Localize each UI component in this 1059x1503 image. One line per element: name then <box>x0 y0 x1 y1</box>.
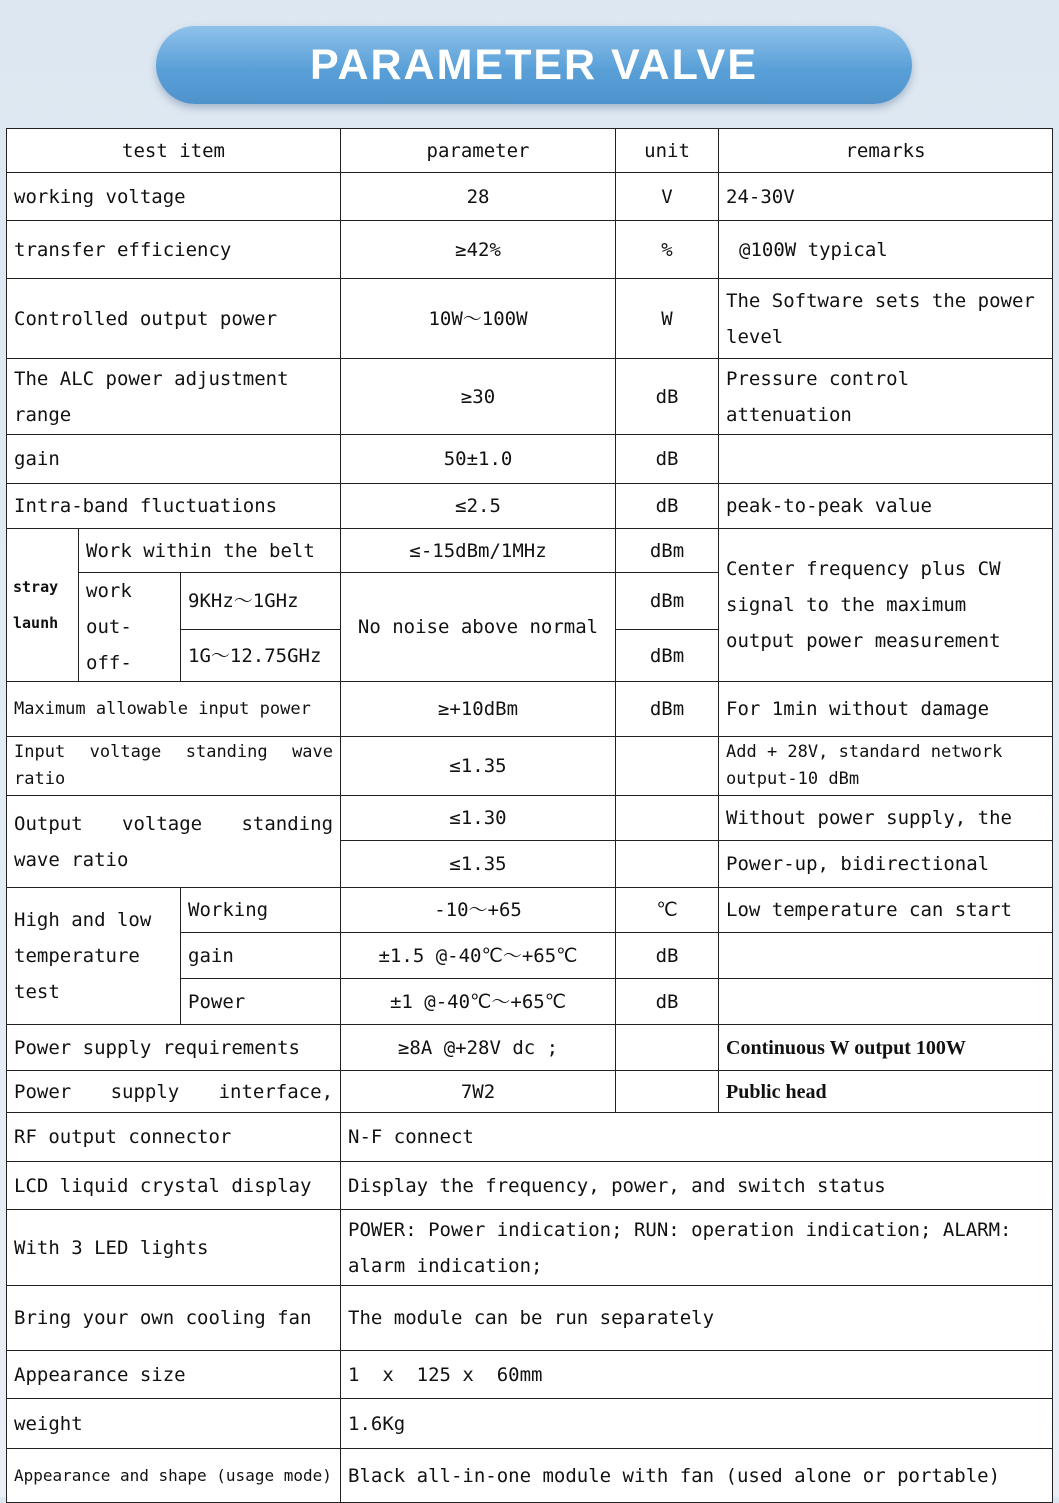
table-row <box>7 1399 1053 1449</box>
remarks-cell: Add + 28V, standard network output-10 dBm <box>719 737 1053 796</box>
remarks-cell: @100W typical <box>719 221 1053 279</box>
item-cell: gain <box>7 435 341 484</box>
param-cell: ≤2.5 <box>341 484 616 529</box>
temp-gain-remarks <box>719 933 1053 979</box>
param-cell: 7W2 <box>341 1071 616 1113</box>
temp-gain-unit: dB <box>616 933 719 979</box>
item-cell: The ALC power adjustment range <box>7 359 341 435</box>
title-banner <box>156 26 912 104</box>
temp-item: High and low temperature test <box>7 888 181 1025</box>
table-row <box>7 737 1053 796</box>
param-cell: ≤1.35 <box>341 737 616 796</box>
item-cell: With 3 LED lights <box>7 1210 341 1286</box>
param-cell: ≥30 <box>341 359 616 435</box>
header-unit: unit <box>616 129 719 173</box>
table-row <box>7 1286 1053 1351</box>
header-row <box>7 129 1053 173</box>
parameter-table <box>6 128 1053 1503</box>
table-row <box>7 1351 1053 1399</box>
unit-cell: dB <box>616 359 719 435</box>
temp-gain-param: ±1.5 @-40℃～+65℃ <box>341 933 616 979</box>
stray-band1-unit: dBm <box>616 573 719 630</box>
param-cell: 50±1.0 <box>341 435 616 484</box>
temp-working-remarks: Low temperature can start <box>719 888 1053 933</box>
remarks-cell: Public head <box>719 1071 1053 1113</box>
table-row <box>7 1113 1053 1162</box>
item-cell: Intra-band fluctuations <box>7 484 341 529</box>
header-test-item: test item <box>7 129 341 173</box>
table-row <box>7 1071 1053 1113</box>
item-cell: Controlled output power <box>7 279 341 359</box>
item-cell: Bring your own cooling fan <box>7 1286 341 1351</box>
table-row <box>7 484 1053 529</box>
param-cell: ≥+10dBm <box>341 682 616 737</box>
unit-cell: W <box>616 279 719 359</box>
temp-power-label: Power <box>181 979 341 1025</box>
temp-power-param: ±1 @-40℃～+65℃ <box>341 979 616 1025</box>
stray-outoff-param: No noise above normal <box>341 573 616 682</box>
remarks-cell <box>719 435 1053 484</box>
value-cell: 1.6Kg <box>341 1399 1053 1449</box>
header-parameter: parameter <box>341 129 616 173</box>
temp-power-unit: dB <box>616 979 719 1025</box>
param-cell: ≤1.35 <box>341 841 616 888</box>
item-cell: Output voltage standing wave ratio <box>7 796 341 888</box>
unit-cell <box>616 796 719 841</box>
unit-cell <box>616 1071 719 1113</box>
table-row <box>7 1162 1053 1210</box>
param-cell: ≥42% <box>341 221 616 279</box>
remarks-cell: peak-to-peak value <box>719 484 1053 529</box>
item-cell: weight <box>7 1399 341 1449</box>
remarks-cell: Pressure control attenuation <box>719 359 1053 435</box>
param-cell: ≥8A @+28V dc ; <box>341 1025 616 1071</box>
temp-power-remarks <box>719 979 1053 1025</box>
param-cell: ≤1.30 <box>341 796 616 841</box>
temp-working-label: Working <box>181 888 341 933</box>
table-row <box>7 359 1053 435</box>
stray-remarks: Center frequency plus CW signal to the maximum output power measurement <box>719 529 1053 682</box>
stray-within-label: Work within the belt <box>79 529 341 573</box>
table-row <box>7 1449 1053 1503</box>
stray-band1: 9KHz～1GHz <box>181 573 341 630</box>
item-cell: RF output connector <box>7 1113 341 1162</box>
unit-cell: dB <box>616 435 719 484</box>
table-row <box>7 279 1053 359</box>
table-row <box>7 221 1053 279</box>
unit-cell: V <box>616 173 719 221</box>
stray-within-param: ≤-15dBm/1MHz <box>341 529 616 573</box>
item-cell: working voltage <box>7 173 341 221</box>
temp-working-unit: ℃ <box>616 888 719 933</box>
param-cell: 10W～100W <box>341 279 616 359</box>
remarks-cell: 24-30V <box>719 173 1053 221</box>
value-cell: Display the frequency, power, and switch status <box>341 1162 1053 1210</box>
value-cell: Black all-in-one module with fan (used alone or portable) <box>341 1449 1053 1503</box>
unit-cell <box>616 737 719 796</box>
table-row <box>7 682 1053 737</box>
param-cell: 28 <box>341 173 616 221</box>
unit-cell: dBm <box>616 682 719 737</box>
temp-working-param: -10～+65 <box>341 888 616 933</box>
remarks-cell: Without power supply, the <box>719 796 1053 841</box>
remarks-cell: Power-up, bidirectional <box>719 841 1053 888</box>
temp-gain-label: gain <box>181 933 341 979</box>
item-cell: transfer efficiency <box>7 221 341 279</box>
table-row <box>7 173 1053 221</box>
table-row <box>7 435 1053 484</box>
unit-cell <box>616 841 719 888</box>
banner-title: PARAMETER VALVE <box>309 40 759 89</box>
remarks-cell: Continuous W output 100W <box>719 1025 1053 1071</box>
unit-cell: dB <box>616 484 719 529</box>
stray-outoff-label: work out-off- <box>79 573 181 682</box>
table-row <box>7 1025 1053 1071</box>
stray-group-label: stray launh <box>7 529 79 682</box>
stray-band2: 1G～12.75GHz <box>181 630 341 682</box>
item-cell: LCD liquid crystal display <box>7 1162 341 1210</box>
value-cell: POWER: Power indication; RUN: operation indication; ALARM: alarm indication; <box>341 1210 1053 1286</box>
table-row <box>7 529 1053 573</box>
item-cell: Appearance size <box>7 1351 341 1399</box>
stray-band2-unit: dBm <box>616 630 719 682</box>
value-cell: The module can be run separately <box>341 1286 1053 1351</box>
value-cell: 1 x 125 x 60mm <box>341 1351 1053 1399</box>
remarks-cell: For 1min without damage <box>719 682 1053 737</box>
table-row <box>7 888 1053 933</box>
table-row <box>7 1210 1053 1286</box>
item-cell: Maximum allowable input power <box>7 682 341 737</box>
unit-cell: % <box>616 221 719 279</box>
header-remarks: remarks <box>719 129 1053 173</box>
item-cell: Input voltage standing wave ratio <box>7 737 341 796</box>
stray-within-unit: dBm <box>616 529 719 573</box>
table-row <box>7 796 1053 841</box>
item-cell: Power supply requirements <box>7 1025 341 1071</box>
item-cell: Appearance and shape (usage mode) <box>7 1449 341 1503</box>
unit-cell <box>616 1025 719 1071</box>
remarks-cell: The Software sets the power level <box>719 279 1053 359</box>
item-cell: Power supply interface, <box>7 1071 341 1113</box>
value-cell: N-F connect <box>341 1113 1053 1162</box>
